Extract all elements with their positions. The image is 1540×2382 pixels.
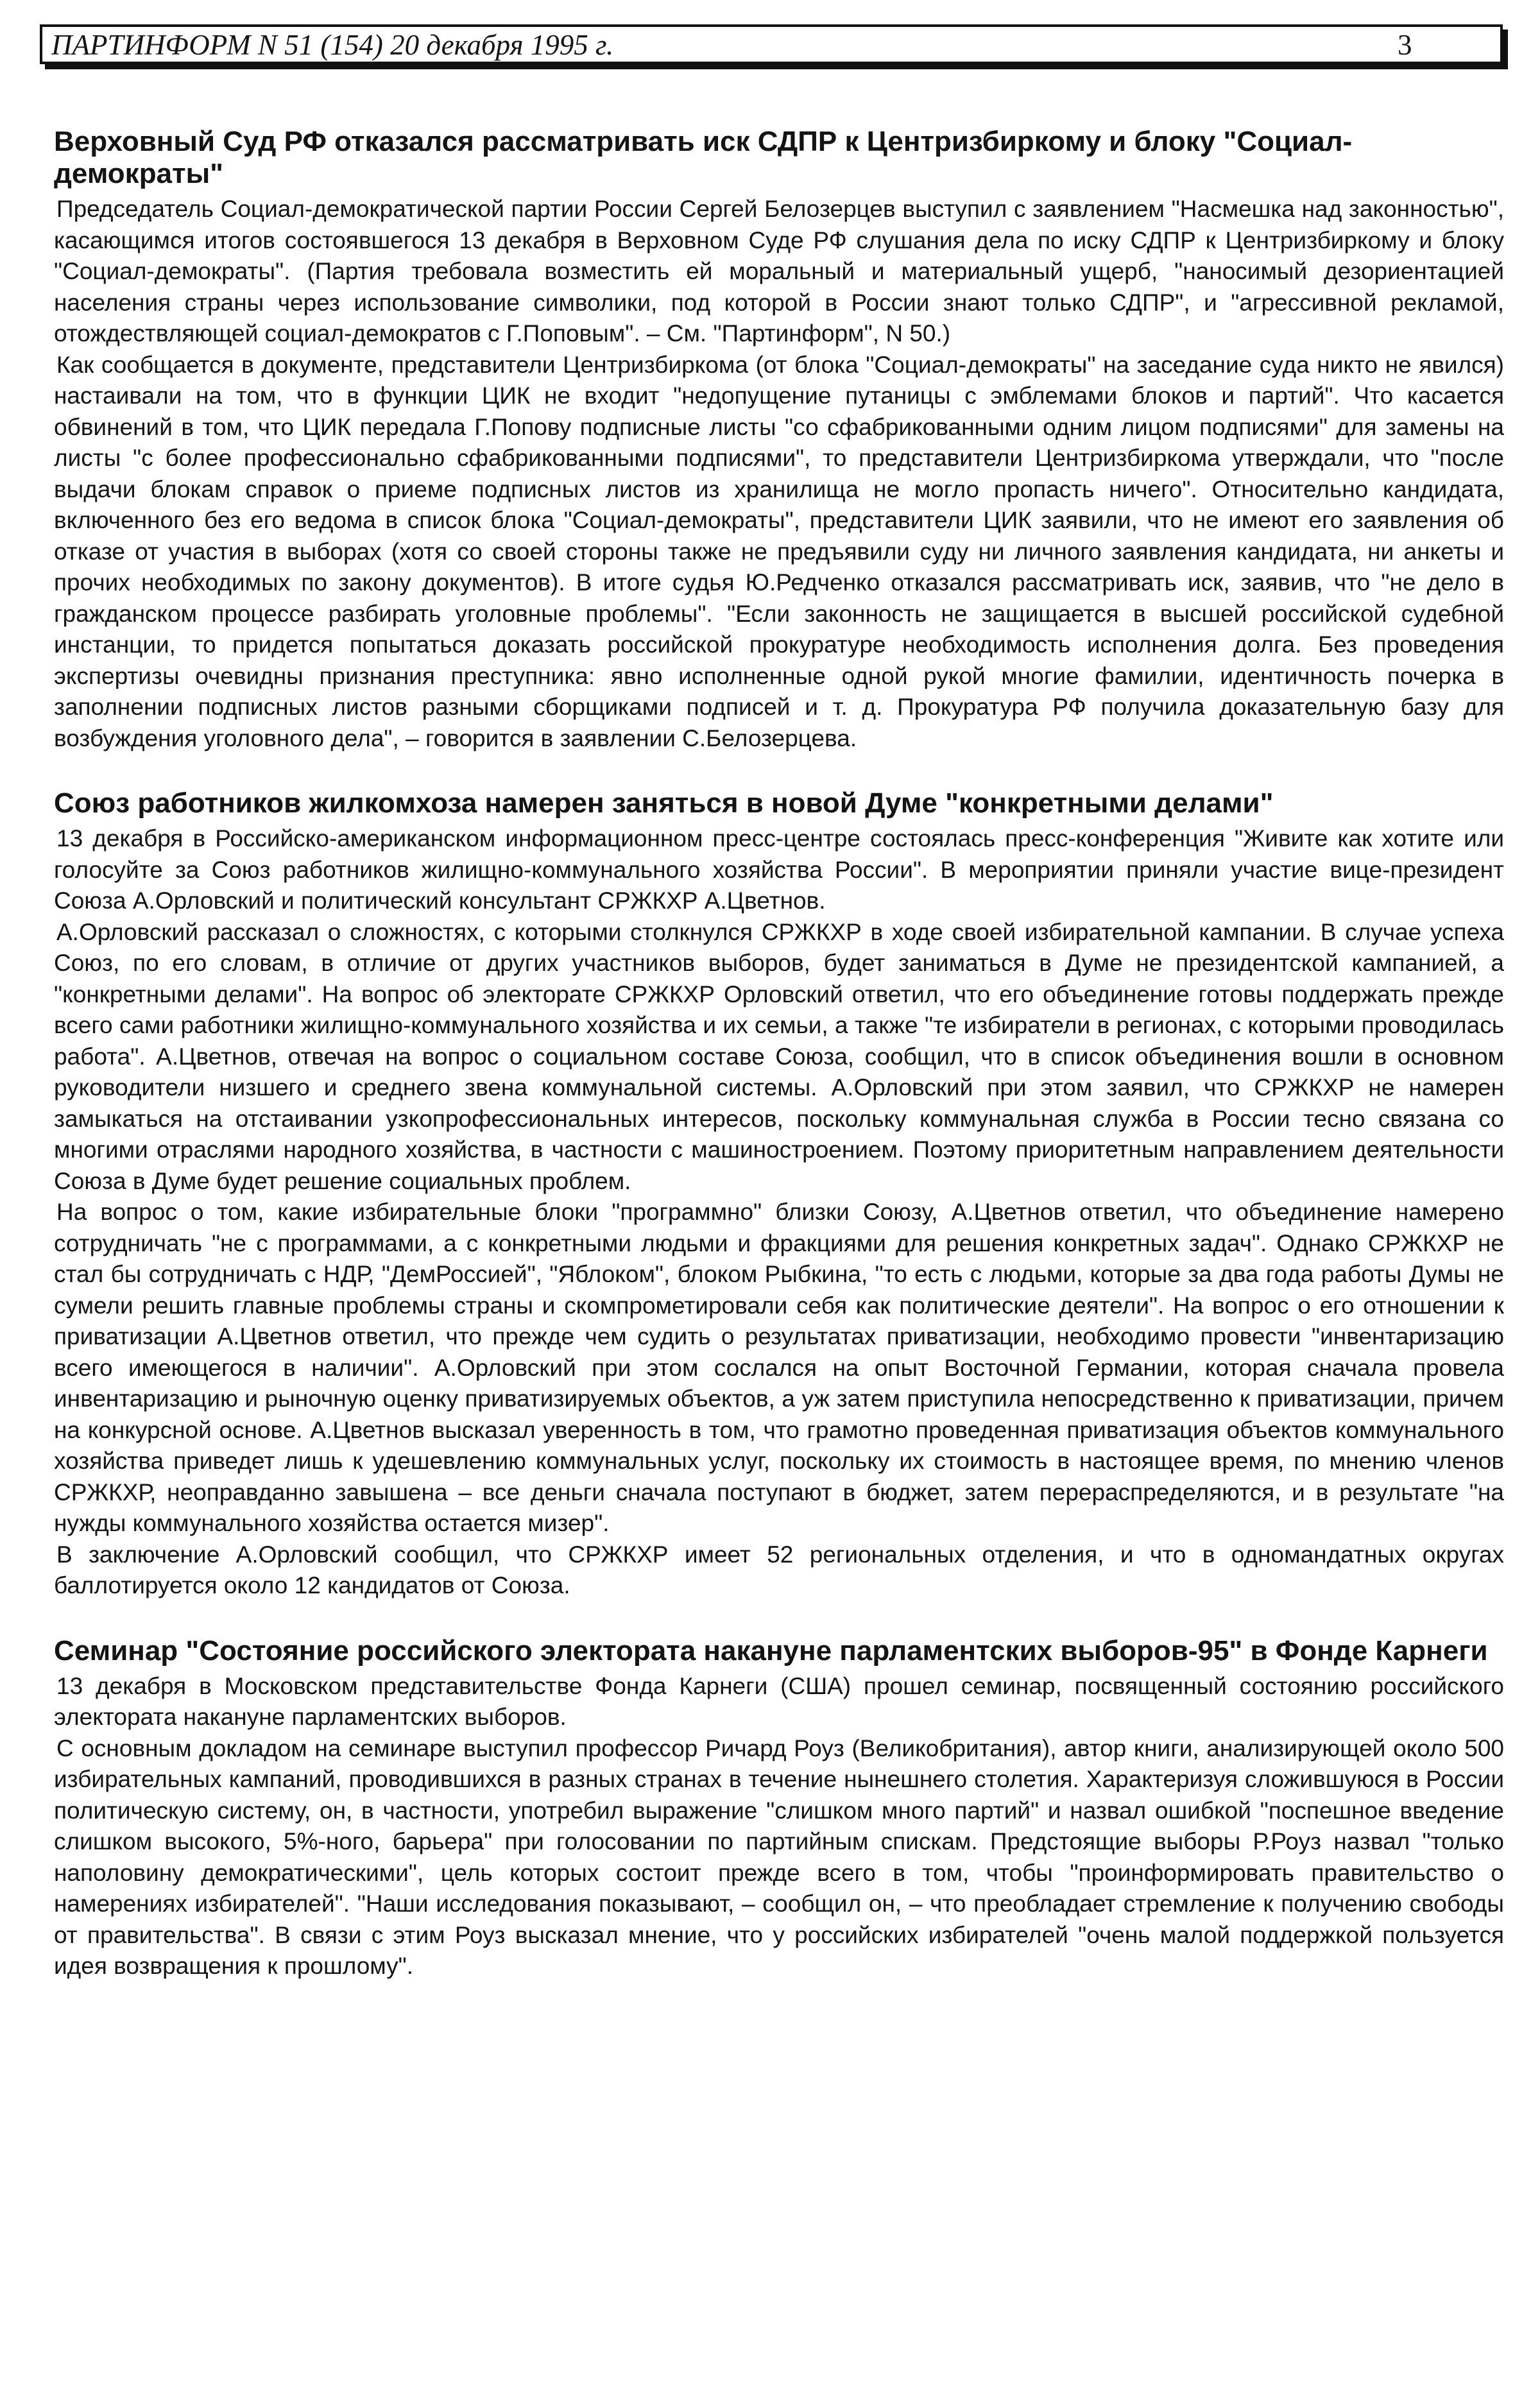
article-carnegie-seminar <box>54 1635 1504 1982</box>
publication-line: ПАРТИНФОРМ N 51 (154) 20 декабря 1995 г. <box>51 29 614 61</box>
page-number: 3 <box>1398 29 1412 61</box>
article-paragraph: Председатель Социал-демократической партии России Сергей Белозерцев выступил с заявлением "Насмешка над законностью", касающимся итогов состоявшегося 13 декабря в Верховном Суде РФ слушания дела по иску СДПР к Центризбиркому и блоку "Социал-демократы". (Партия требовала возместить ей моральный и материальный ущерб, "наносимый дезориентацией населения страны через использование символики, под которой в России знают только СДПР", и "агрессивной рекламой, отождествляющей социал-демократов с Г.Поповым". – См. "Партинформ", N 50.) <box>54 196 1504 347</box>
article-headline: Семинар "Состояние российского электората накануне парламентских выборов-95" в Фонде Карнеги <box>54 1634 1488 1667</box>
page-header <box>40 24 1503 64</box>
article-paragraph: Как сообщается в документе, представители Центризбиркома (от блока "Социал-демократы" на заседание суда никто не явился) настаивали на том, что в функции ЦИК не входит "недопущение путаницы с эмблемами блоков и партий". Что касается обвинений в том, что ЦИК передала Г.Попову подписные листы "со сфабрикованными одним лицом подписями" для замены на листы "с более профессионально сфабрикованными подписями", то представители Центризбиркома утверждали, что "после выдачи блокам справок о приеме подписных листов из хранилища не могло пропасть ничего". Относительно кандидата, включенного без его ведома в список блока "Социал-демократы", представители ЦИК заявили, что не имеют его заявления об отказе от участия в выборах (хотя со своей стороны также не предъявили суду ни личного заявления кандидата, ни анкеты и прочих необходимых по закону документов). В итоге судья Ю.Редченко отказался рассматривать иск, заявив, что "не дело в гражданском процессе разбирать уголовные проблемы". "Если законность не защищается в высшей российской судебной инстанции, то придется попытаться доказать российской прокуратуре необходимость исполнения долга. Без проведения экспертизы очевидны признания преступника: явно исполненные одной рукой многие фамилии, идентичность почерка в заполнении подписных листов разными сборщиками подписей и т. д. Прокуратура РФ получила доказательную базу для возбуждения уголовного дела", – говорится в заявлении С.Белозерцева. <box>54 351 1504 751</box>
article-paragraph: А.Орловский рассказал о сложностях, с которыми столкнулся СРЖКХР в ходе своей избирательной кампании. В случае успеха Союз, по его словам, в отличие от других участников выборов, будет заниматься в Думе не президентской кампанией, а "конкретными делами". На вопрос об электорате СРЖКХР Орловский ответил, что его объединение готовы поддержать прежде всего сами работники жилищно-коммунального хозяйства и их семьи, а также "те избиратели в регионах, с которыми проводилась работа". А.Цветнов, отвечая на вопрос о социальном составе Союза, сообщил, что в список объединения вошли в основном руководители низшего и среднего звена коммунальной системы. А.Орловский при этом заявил, что СРЖКХР не намерен замыкаться на отстаивании узкопрофессиональных интересов, поскольку коммунальная служба в России тесно связана со многими отраслями народного хозяйства, в частности с машиностроением. Поэтому приоритетным направлением деятельности Союза в Думе будет решение социальных проблем. <box>54 918 1504 1194</box>
article-housing-union <box>54 787 1504 1602</box>
article-headline: Верховный Суд РФ отказался рассматривать иск СДПР к Центризбиркому и блоку "Социал-демократы" <box>54 126 1353 189</box>
article-paragraph: 13 декабря в Московском представительстве Фонда Карнеги (США) прошел семинар, посвященный состоянию российского электората накануне парламентских выборов. <box>54 1672 1504 1730</box>
article-paragraph: 13 декабря в Российско-американском информационном пресс-центре состоялась пресс-конференция "Живите как хотите или голосуйте за Союз работников жилищно-коммунального хозяйства России". В мероприятии приняли участие вице-президент Союза А.Орловский и политический консультант СРЖКХР А.Цветнов. <box>54 825 1504 914</box>
article-headline: Союз работников жилкомхоза намерен заняться в новой Думе "конкретными делами" <box>54 787 1274 819</box>
article-paragraph: В заключение А.Орловский сообщил, что СРЖКХР имеет 52 региональных отделения, и что в одномандатных округах баллотируется около 12 кандидатов от Союза. <box>54 1541 1504 1598</box>
article-supreme-court <box>54 126 1504 754</box>
page-content <box>54 126 1504 1982</box>
article-paragraph: На вопрос о том, какие избирательные блоки "программно" близки Союзу, А.Цветнов ответил, что объединение намерено сотрудничать "не с программами, а с конкретными людьми и фракциями для решения конкретных задач". Однако СРЖКХР не стал бы сотрудничать с НДР, "ДемРоссией", "Яблоком", блоком Рыбкина, "то есть с людьми, которые за два года работы Думы не сумели решить главные проблемы страны и скомпрометировали себя как политические деятели". На вопрос о его отношении к приватизации А.Цветнов ответил, что прежде чем судить о результатах приватизации, необходимо провести "инвентаризацию всего имеющегося в наличии". А.Орловский при этом сослался на опыт Восточной Германии, которая сначала провела инвентаризацию и рыночную оценку приватизируемых объектов, а уж затем приступила непосредственно к приватизации, причем на конкурсной основе. А.Цветнов высказал уверенность в том, что грамотно проведенная приватизация объектов коммунального хозяйства приведет лишь к удешевлению коммунальных услуг, поскольку их стоимость в настоящее время, по мнению членов СРЖКХР, неоправданно завышена – все деньги сначала поступают в бюджет, затем перераспределяются, и в результате "на нужды коммунального хозяйства остается мизер". <box>54 1199 1504 1536</box>
article-paragraph: С основным докладом на семинаре выступил профессор Ричард Роуз (Великобритания), автор книги, анализирующей около 500 избирательных кампаний, проводившихся в разных странах в течение нынешнего столетия. Характеризуя сложившуюся в России политическую систему, он, в частности, употребил выражение "слишком много партий" и назвал ошибкой "поспешное введение слишком высокого, 5%-ного, барьера" при голосовании по партийным спискам. Предстоящие выборы Р.Роуз назвал "только наполовину демократическими", цель которых состоит прежде всего в том, чтобы "проинформировать правительство о намерениях избирателей". "Наши исследования показывают, – сообщил он, – что преобладает стремление к получению свободы от правительства". В связи с этим Роуз высказал мнение, что у российских избирателей "очень малой поддержкой пользуется идея возвращения к прошлому". <box>54 1735 1504 1979</box>
